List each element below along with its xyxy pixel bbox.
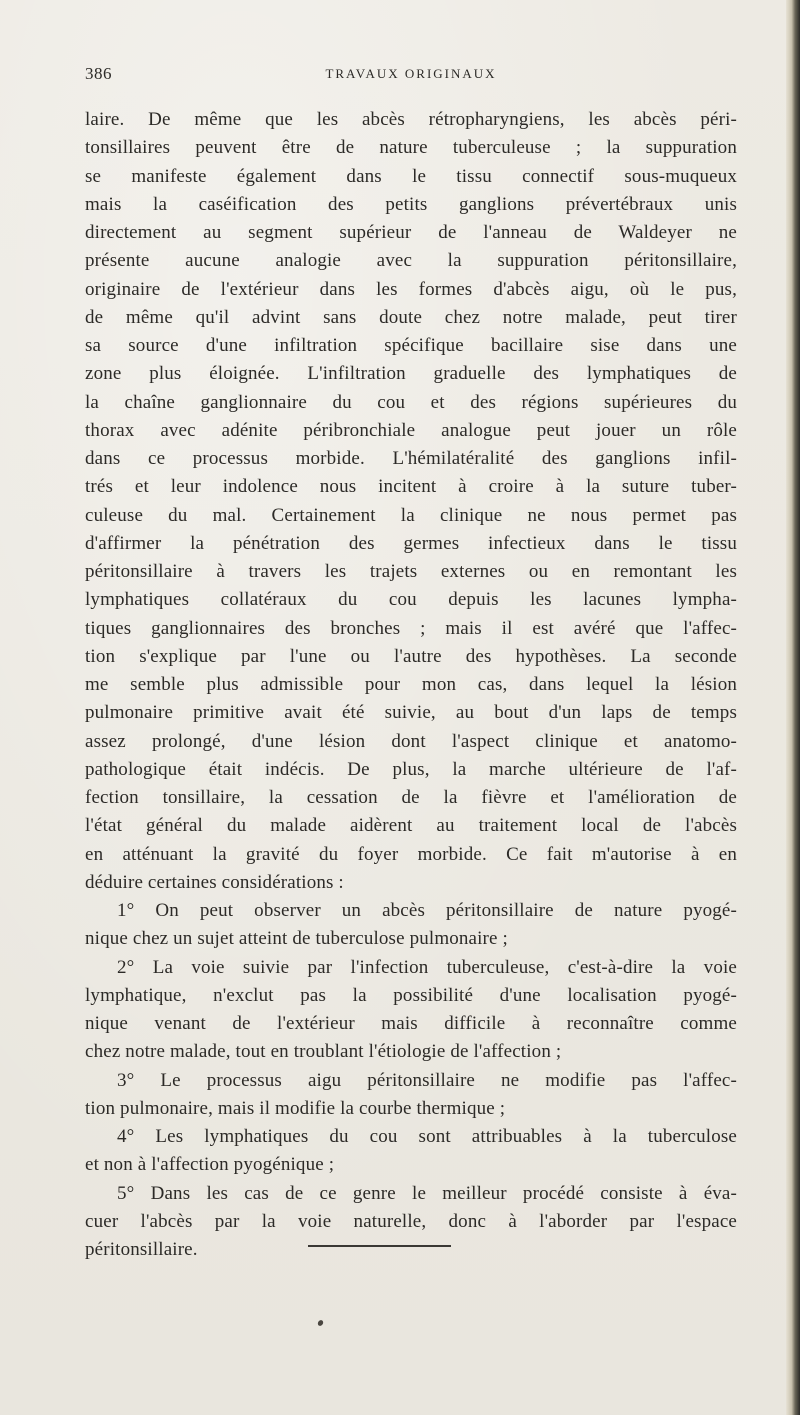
- text-line: nique venant de l'extérieur mais difficile à reconnaître comme: [85, 1013, 737, 1034]
- text-line: sa source d'une infiltration spécifique bacillaire sise dans une: [85, 335, 737, 356]
- text-line: laire. De même que les abcès rétropharyngiens, les abcès péri-: [85, 109, 737, 130]
- text-line: originaire de l'extérieur dans les formes d'abcès aigu, où le pus,: [85, 278, 737, 300]
- article-text: [85, 106, 737, 1264]
- text-line: dans ce processus morbide. L'hémilatéralité des ganglions infil-: [85, 448, 737, 469]
- text-line: tiques ganglionnaires des bronches ; mais il est avéré que l'affec-: [85, 617, 737, 639]
- ink-speck: [317, 1319, 325, 1327]
- text-line: présente aucune analogie avec la suppuration péritonsillaire,: [85, 250, 737, 272]
- text-line: en atténuant la gravité du foyer morbide. Ce fait m'autorise à en: [85, 843, 737, 865]
- text-line: pathologique était indécis. De plus, la marche ultérieure de l'af-: [85, 758, 737, 780]
- text-line: l'état général du malade aidèrent au traitement local de l'abcès: [85, 815, 737, 837]
- text-line: directement au segment supérieur de l'anneau de Waldeyer ne: [85, 222, 737, 243]
- text-line: péritonsillaire.: [85, 1239, 198, 1260]
- text-line: tion pulmonaire, mais il modifie la courbe thermique ;: [85, 1097, 506, 1119]
- running-head: [85, 64, 737, 86]
- text-line: 3° Le processus aigu péritonsillaire ne modifie pas l'affec-: [117, 1069, 737, 1091]
- text-line: 5° Dans les cas de ce genre le meilleur procédé consiste à éva-: [117, 1182, 737, 1204]
- text-line: la chaîne ganglionnaire du cou et des régions supérieures du: [85, 391, 737, 413]
- text-line: cuer l'abcès par la voie naturelle, donc à l'aborder par l'espace: [85, 1210, 737, 1232]
- text-line: déduire certaines considérations :: [85, 871, 344, 893]
- text-line: nique chez un sujet atteint de tuberculose pulmonaire ;: [85, 928, 508, 950]
- text-line: d'affirmer la pénétration des germes infectieux dans le tissu: [85, 532, 737, 554]
- text-line: et non à l'affection pyogénique ;: [85, 1154, 335, 1176]
- text-line: se manifeste également dans le tissu connectif sous-muqueux: [85, 165, 737, 187]
- text-line: zone plus éloignée. L'infiltration graduelle des lymphatiques de: [85, 363, 737, 385]
- text-line: tonsillaires peuvent être de nature tuberculeuse ; la suppuration: [85, 137, 737, 159]
- closing-rule: [308, 1245, 451, 1247]
- text-line: chez notre malade, tout en troublant l'étiologie de l'affection ;: [85, 1041, 562, 1063]
- text-line: fection tonsillaire, la cessation de la fièvre et l'amélioration de: [85, 787, 737, 808]
- text-line: tion s'explique par l'une ou l'autre des hypothèses. La seconde: [85, 645, 737, 667]
- text-line: thorax avec adénite péribronchiale analogue peut jouer un rôle: [85, 419, 737, 441]
- text-line: me semble plus admissible pour mon cas, dans lequel la lésion: [85, 674, 737, 695]
- text-line: mais la caséification des petits ganglions prévertébraux unis: [85, 193, 737, 215]
- text-line: trés et leur indolence nous incitent à croire à la suture tuber-: [85, 476, 737, 498]
- text-line: péritonsillaire à travers les trajets externes ou en remontant les: [85, 561, 737, 582]
- text-line: culeuse du mal. Certainement la clinique ne nous permet pas: [85, 504, 737, 526]
- page-number: 386: [85, 64, 112, 83]
- text-line: 4° Les lymphatiques du cou sont attribuables à la tuberculose: [117, 1126, 737, 1147]
- page-binding-edge: [786, 0, 800, 1415]
- running-title: TRAVAUX ORIGINAUX: [325, 66, 497, 81]
- text-line: assez prolongé, d'une lésion dont l'aspect clinique et anatomo-: [85, 730, 737, 752]
- text-line: 2° La voie suivie par l'infection tuberculeuse, c'est-à-dire la voie: [117, 956, 737, 978]
- text-line: lymphatiques collatéraux du cou depuis les lacunes lympha-: [85, 589, 737, 611]
- text-line: lymphatique, n'exclut pas la possibilité d'une localisation pyogé-: [85, 984, 737, 1006]
- text-line: pulmonaire primitive avait été suivie, au bout d'un laps de temps: [85, 702, 737, 724]
- text-line: 1° On peut observer un abcès péritonsillaire de nature pyogé-: [117, 900, 737, 921]
- text-line: de même qu'il advint sans doute chez notre malade, peut tirer: [85, 306, 737, 328]
